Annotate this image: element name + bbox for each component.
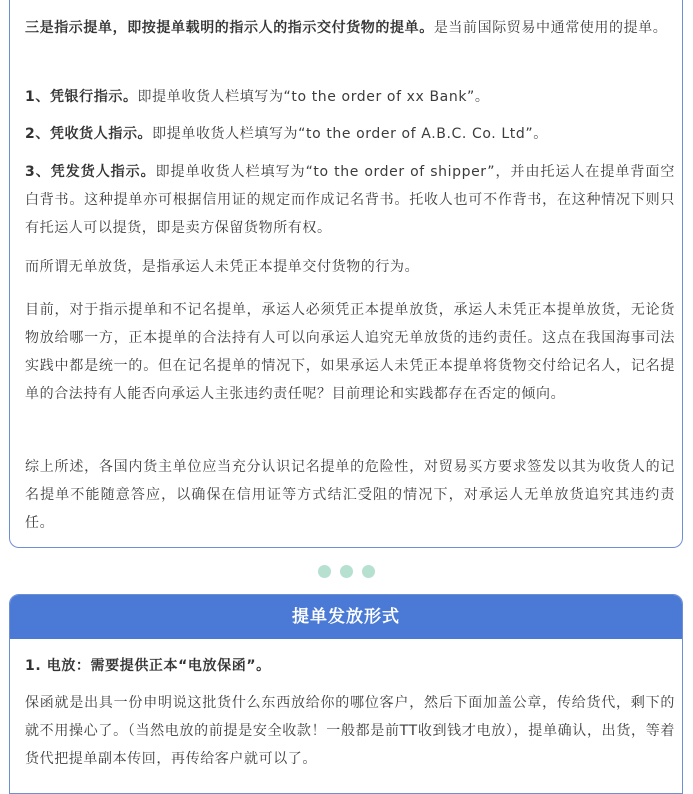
paragraph-order-bill-text: 是当前国际贸易中通常使用的提单。	[433, 20, 668, 36]
telex-release-body: 保函就是出具一份申明说这批货什么东西放给你的哪位客户，然后下面加盖公章，传给货代，剩下的就不用操心了。（当然电放的前提是安全收款！一般都是前TT收到钱才电放），提单确认，出货，等着货代把提单副本传回，再传给客户就可以了。	[25, 695, 675, 767]
paragraph-order-bill-bold: 三是指示提单，即按提单载明的指示人的指示交付货物的提单。	[25, 20, 434, 36]
list-item-shipper-order-bold: 3、凭发货人指示。	[25, 164, 156, 180]
list-item-bank-order	[25, 83, 675, 111]
paragraph-current-practice: 目前，对于指示提单和不记名提单，承运人必须凭正本提单放货，承运人未凭正本提单放货，无论货物放给哪一方，正本提单的合法持有人可以向承运人追究无单放货的违约责任。这点在我国海事司法实践中都是统一的。但在记名提单的情况下，如果承运人未凭正本提单将货物交付给记名人，记名提单的合法持有人能否向承运人主张违约责任呢？目前理论和实践都存在否定的倾向。	[25, 302, 675, 402]
divider-dot	[362, 565, 375, 578]
section-title: 提单发放形式	[10, 595, 682, 639]
telex-release-heading	[25, 652, 675, 680]
paragraph-order-bill	[25, 14, 675, 42]
list-item-shipper-order-text: 即提单收货人栏填写为“to the order of shipper”，并由托运人在提单背面空白背书。这种提单亦可根据信用证的规定而作成记名背书。托收人也可不作背书，在这种情况下则只有托运人可以提货，即是卖方保留货物所有权。	[25, 164, 675, 236]
list-item-consignee-order-text: 即提单收货人栏填写为“to the order of A.B.C. Co. Ltd”。	[152, 126, 548, 142]
divider-dot	[340, 565, 353, 578]
divider-dot	[318, 565, 331, 578]
telex-release-heading-bold: 1. 电放：需要提供正本“电放保函”。	[25, 658, 271, 674]
paragraph-summary: 综上所述，各国内货主单位应当充分认识记名提单的危险性，对贸易买方要求签发以其为收货人的记名提单不能随意答应，以确保在信用证等方式结汇受阻的情况下，对承运人无单放货追究其违约责任。	[25, 459, 675, 531]
list-item-bank-order-bold: 1、凭银行指示。	[25, 89, 138, 105]
list-item-bank-order-text: 即提单收货人栏填写为“to the order of xx Bank”。	[137, 89, 490, 105]
paragraph-definition: 而所谓无单放货，是指承运人未凭正本提单交付货物的行为。	[25, 259, 420, 275]
list-item-consignee-order	[25, 120, 675, 148]
list-item-shipper-order	[25, 158, 675, 242]
list-item-consignee-order-bold: 2、凭收货人指示。	[25, 126, 153, 142]
